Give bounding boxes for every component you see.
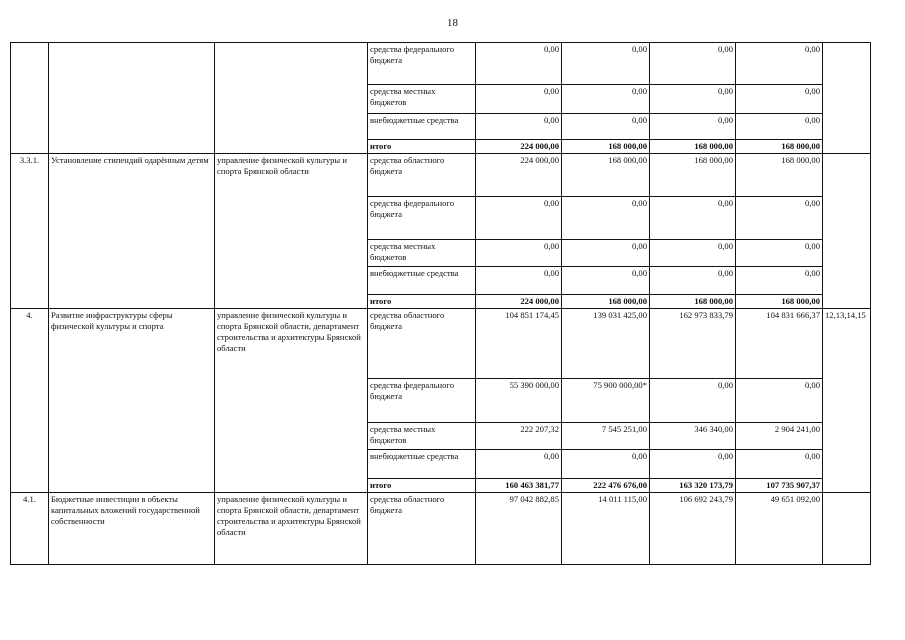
amount-cell: 222 476 676,00: [562, 479, 650, 493]
item-name: [49, 43, 215, 154]
amount-cell: 0,00: [476, 267, 562, 295]
amount-cell: 0,00: [562, 450, 650, 479]
funding-source: внебюджетные средства: [368, 114, 476, 140]
funding-source: средства местных бюджетов: [368, 85, 476, 114]
amount-cell: 0,00: [562, 85, 650, 114]
amount-cell: 162 973 833,79: [650, 309, 736, 379]
amount-cell: 224 000,00: [476, 140, 562, 154]
amount-cell: 0,00: [650, 267, 736, 295]
page-number: 18: [447, 17, 458, 29]
item-executor: управление физической культуры и спорта Брянской области, департамент строительства и архитектуры Брянской области: [215, 493, 368, 565]
amount-cell: 168 000,00: [736, 295, 823, 309]
amount-cell: 0,00: [736, 240, 823, 267]
table-row: [11, 43, 871, 85]
amount-cell: 168 000,00: [562, 295, 650, 309]
item-number: 4.1.: [11, 493, 49, 565]
funding-source: итого: [368, 295, 476, 309]
amount-cell: 0,00: [736, 379, 823, 423]
amount-cell: 168 000,00: [736, 140, 823, 154]
amount-cell: 104 851 174,45: [476, 309, 562, 379]
amount-cell: 0,00: [650, 240, 736, 267]
amount-cell: 7 545 251,00: [562, 423, 650, 450]
amount-cell: 0,00: [736, 85, 823, 114]
item-name: Бюджетные инвестиции в объекты капитальных вложений государственной собственности: [49, 493, 215, 565]
amount-cell: 107 735 907,37: [736, 479, 823, 493]
funding-source: средства местных бюджетов: [368, 423, 476, 450]
amount-cell: 168 000,00: [562, 140, 650, 154]
amount-cell: 168 000,00: [650, 140, 736, 154]
indicators-cell: [823, 43, 871, 154]
amount-cell: 222 207,32: [476, 423, 562, 450]
amount-cell: 55 390 000,00: [476, 379, 562, 423]
table-row: [11, 309, 871, 379]
funding-source: средства областного бюджета: [368, 309, 476, 379]
amount-cell: 75 900 000,00*: [562, 379, 650, 423]
funding-source: итого: [368, 479, 476, 493]
item-name: Развитие инфраструктуры сферы физической культуры и спорта: [49, 309, 215, 493]
amount-cell: 0,00: [736, 197, 823, 240]
amount-cell: 0,00: [650, 114, 736, 140]
item-executor: управление физической культуры и спорта Брянской области, департамент строительства и архитектуры Брянской области: [215, 309, 368, 493]
item-executor: [215, 43, 368, 154]
amount-cell: 0,00: [476, 240, 562, 267]
amount-cell: 106 692 243,79: [650, 493, 736, 565]
amount-cell: 104 831 666,37: [736, 309, 823, 379]
amount-cell: 163 320 173,79: [650, 479, 736, 493]
amount-cell: 49 651 092,00: [736, 493, 823, 565]
amount-cell: 0,00: [476, 114, 562, 140]
item-executor: управление физической культуры и спорта Брянской области: [215, 154, 368, 309]
amount-cell: 0,00: [476, 450, 562, 479]
funding-source: итого: [368, 140, 476, 154]
item-number: 3.3.1.: [11, 154, 49, 309]
funding-source: средства федерального бюджета: [368, 43, 476, 85]
amount-cell: 0,00: [562, 240, 650, 267]
amount-cell: 14 011 115,00: [562, 493, 650, 565]
amount-cell: 0,00: [736, 43, 823, 85]
amount-cell: 0,00: [736, 267, 823, 295]
amount-cell: 168 000,00: [562, 154, 650, 197]
funding-source: внебюджетные средства: [368, 267, 476, 295]
item-number: 4.: [11, 309, 49, 493]
funding-source: средства областного бюджета: [368, 154, 476, 197]
amount-cell: 0,00: [736, 114, 823, 140]
table-row: [11, 493, 871, 565]
amount-cell: 168 000,00: [736, 154, 823, 197]
amount-cell: 97 042 882,85: [476, 493, 562, 565]
indicators-cell: [823, 493, 871, 565]
funding-source: средства федерального бюджета: [368, 379, 476, 423]
amount-cell: 0,00: [562, 43, 650, 85]
indicators-cell: 12,13,14,15: [823, 309, 871, 493]
item-number: [11, 43, 49, 154]
amount-cell: 0,00: [650, 197, 736, 240]
amount-cell: 0,00: [736, 450, 823, 479]
table-row: [11, 154, 871, 197]
item-name: Установление стипендий одарённым детям: [49, 154, 215, 309]
amount-cell: 168 000,00: [650, 154, 736, 197]
funding-source: средства федерального бюджета: [368, 197, 476, 240]
amount-cell: 0,00: [562, 197, 650, 240]
amount-cell: 160 463 381,77: [476, 479, 562, 493]
funding-source: внебюджетные средства: [368, 450, 476, 479]
amount-cell: 0,00: [476, 85, 562, 114]
amount-cell: 224 000,00: [476, 154, 562, 197]
amount-cell: 139 031 425,00: [562, 309, 650, 379]
amount-cell: 224 000,00: [476, 295, 562, 309]
indicators-cell: [823, 154, 871, 309]
amount-cell: 346 340,00: [650, 423, 736, 450]
amount-cell: 2 904 241,00: [736, 423, 823, 450]
amount-cell: 168 000,00: [650, 295, 736, 309]
amount-cell: 0,00: [650, 85, 736, 114]
amount-cell: 0,00: [650, 43, 736, 85]
budget-table: [10, 42, 871, 565]
amount-cell: 0,00: [650, 379, 736, 423]
amount-cell: 0,00: [562, 267, 650, 295]
amount-cell: 0,00: [476, 43, 562, 85]
amount-cell: 0,00: [476, 197, 562, 240]
funding-source: средства областного бюджета: [368, 493, 476, 565]
amount-cell: 0,00: [650, 450, 736, 479]
amount-cell: 0,00: [562, 114, 650, 140]
funding-source: средства местных бюджетов: [368, 240, 476, 267]
